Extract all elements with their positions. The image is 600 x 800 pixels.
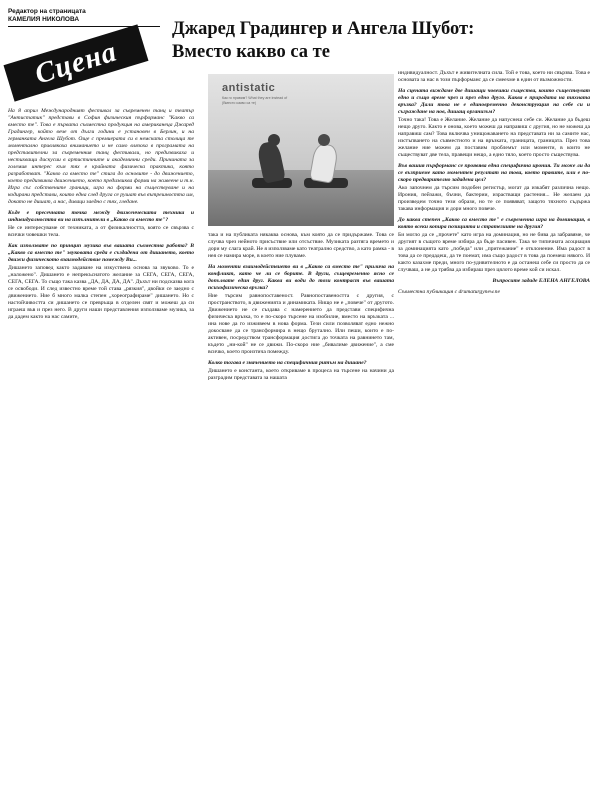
answer: Дишането е константа, което откриваме в процеса на търсене на начини да разградим представата за нашата bbox=[208, 368, 394, 381]
paragraph: индивидуалност. Дъхът е живителната сила. Той е това, което ни свързва. Това е основата за нас в този пърформанс да се смеехме в един от възможности. bbox=[398, 70, 590, 83]
question: На моменти взаимодействието ви в „Какво са вместо те" прилича на конфликт, като че ли се борите. В други, същевременно ясно се допълвате един друг. Каква ви води до този контраст във вашата психофизическа връзка? bbox=[208, 264, 394, 291]
intro-paragraph: На 8 април Международният фестивал за съвременен танц и театър "Антистатик" представи в София физическия пърформанс "Какво са вместо те". Това е първата съвместна продукция на американеца Джаред Градингер, който вече от дълги години е установен в Берлин, и на германката Ангела Шубот. Още с премиерата си в немската столица те моментално привлякоха вниманието и не само влязоха в програмата на представителни за съвременния танц фестивали, но предизвикаха и нестихващи дискусии в артистичните и академични среди. Причината за големия интерес към тях е крайната физическа практика, която разработват. "Какво са вместо те" стига до основите - до движението, което предизвиква движението, което предизвиква форми на живеене и т.н. Игра със собствените граници, игра на форми на съществуване и на кодирани представи, които една след друга се рушат във вътрешността им, докато не дишат, а нас, диваци заедно с тях, гледане. bbox=[8, 108, 194, 205]
dancer-1-head bbox=[268, 134, 280, 146]
photo-caption: Как го правим? What they are instead of (Вместо какво са те) bbox=[222, 96, 288, 105]
headline-line-2: Вместо какво са те bbox=[172, 42, 330, 62]
editor-name: КАМЕЛИЯ НИКОЛОВА bbox=[8, 16, 80, 23]
publication-credit: Съвместна публикация с drumaturgynew.ne bbox=[398, 289, 500, 295]
question: Как използвате по принцип музика във вашата съвместна работа? В „Какво са вместо те" звуковата среда е създадена от дишането, което движи физическото взаимодействие помежду Ви... bbox=[8, 243, 194, 263]
answer: Ние търсим равнопоставеност. Равнопоставеността с другия, с пространството, в движенията и динамиката. Нищо не е „повече" от другото. Движението не се създава с намерението да представи специфична физическа връзка, то е по-скоро търсене на изобилие, вместо на връзката ... ина нове да го изживеем в нова форма. Тези сили позволяват едно нежно докосване да се трансформира в нещо брутално. Или пеши, които е по-активен, посредством трансформация достига до точката на равнинето там, където „ни-кой" не се движи. По-скоро ние „бивалиме движение", а сме всичко, което произтича помежду. bbox=[208, 293, 394, 355]
answer: Не се интересуваме от техниката, а от физикалността, която се свързва с всички човешки тела. bbox=[8, 225, 194, 238]
question: Къде е пресечната точка между движенческата техника и индивидуалността ви на изпълнители в „Какво са вместо те"? bbox=[8, 210, 194, 223]
article-column-2 bbox=[208, 232, 394, 386]
editor-role: Редактор на страницата bbox=[8, 8, 86, 15]
question: Колко тогава е значението на специфичния ритъм на дишане? bbox=[208, 360, 367, 366]
article-headline bbox=[172, 18, 592, 64]
editor-credit bbox=[8, 8, 158, 24]
festival-logo: antistatic bbox=[222, 82, 276, 94]
answer: Ако започнем да търсим подобен регистър, могат да изкабят различна нещо. Ирония, пейзажи, бъчни, бактерии, израстващи растения... Не желаем да произведем точно тези образи, но те се появяват, защото тяхното съдържа такава информация и дори много повече. bbox=[398, 185, 590, 212]
headline-line-1: Джаред Градингер и Ангела Шубот: bbox=[172, 19, 475, 39]
answer: Дишането заповед както задаване на изкуствена основа за звуково. То е „наложено". Дишането е непрекъснатото желание за СЕГА, СЕГА, СЕГА, СЕГА, СЕГА. То също така казва „ДА, ДА, ДА, ДА". Дъхът ни подсказва кога се освободи. И след известно време той става „рязкия", двойки се заедно с движението. Ние б много малка степен „хореографираме" дишането. Но с настойчивостта си дишането се превръща в отделен свят и можеш да си играеш във и през него. В други наши представления използваме музика, за да дадем както на нас самите, bbox=[8, 265, 194, 320]
question: До каква степен „Какво са вместо те" е съвременна игра на доминация, в която всеки копира позицията и стратегиите на другия? bbox=[398, 217, 590, 230]
performance-photo bbox=[208, 74, 394, 226]
answer: Точно така! Това е Желание. Желание да напуснеш себе си. Желание да бъдеш нещо друго. Както е онова, което можеш да направиш с другия, но не можеш да направиш сам? Това включва унищожаването на представата ни за самите нас, изстъпването на съвместното и на връзката, границата, границата. През това желание ние можем да поставим проблемът или моменти, в които не съществуват две тела, правещи нещо, а едно тяло, което просто съществува. bbox=[398, 117, 590, 158]
section-banner bbox=[4, 24, 149, 101]
paragraph: така и на публиката някаква основа, към която да се придържаме. Това се случва чрез нейното присъствие или отсъствие. Музиката разтяга времето и дори му слага край. Не я използваме като театрално средство, а като рамка - в нея се намира море, в което ние плуваме. bbox=[208, 232, 394, 259]
interviewer-credit: Въпросите зададе ЕЛЕНА АНГЕЛОВА bbox=[492, 278, 590, 284]
dancer-2-head bbox=[318, 134, 330, 146]
question: Във вашия пърформанс се проявява една специфична ирония. Ти може ли да се възприеме като моментен резултат на това, което правите, или е по-скоро предварително зададена цел? bbox=[398, 163, 590, 183]
answer: Би могло да се „прочете" като игра на доминация, но не бива да забравяме, че другият в същото време избира да бъде пасивен. Така че типичната асоциация за доминацията като „победа" или „притежание" е отклонение. Има радост в това да се предадеш, да те поемат, има също радост в това да поемеш някого. И както казахме преди, много по-удивителното е да останеш себе си просто да се случваш, а не да трябва да избираш през цялото време кой си искал. bbox=[398, 232, 590, 273]
section-title: Сцена bbox=[31, 34, 121, 91]
photo-floor bbox=[208, 170, 394, 226]
article-column-1 bbox=[8, 108, 194, 325]
question: На сцената виждаме две дишащи човешки същества, които съществуват едно и също време чрез и през едно друго. Каква е природата на тяхната връзка? Дали това не е единовременно деконструкция на себе си и съграждане на нов, дишащ организъм? bbox=[398, 88, 590, 115]
article-column-3 bbox=[398, 70, 590, 300]
